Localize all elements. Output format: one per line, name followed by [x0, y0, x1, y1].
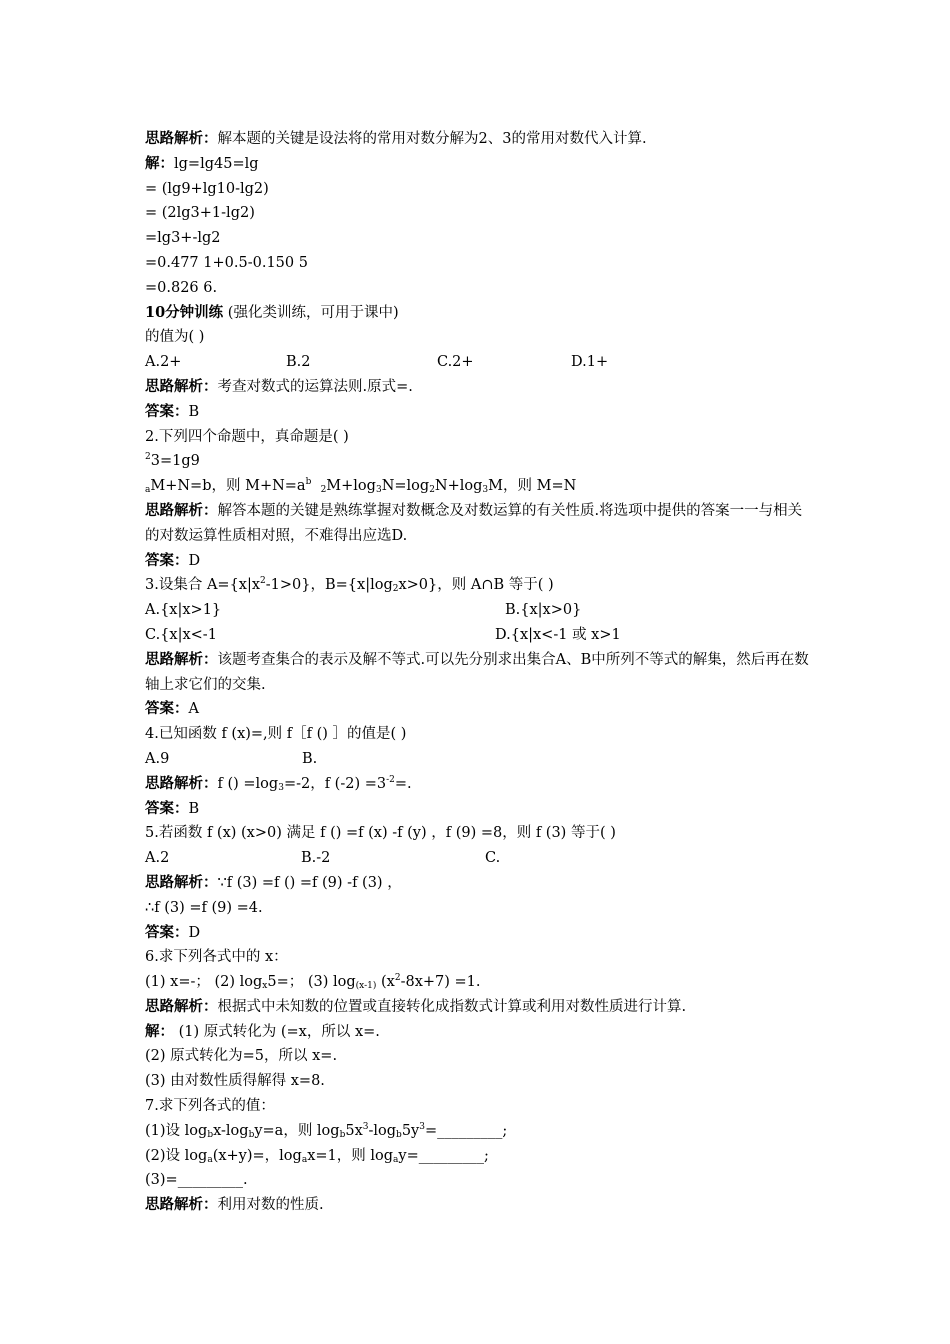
q6-parts: (1) x=-； (2) $\log_x5=$； (3) $\log_{(x-1)} (x^2-8x+7) =1$. [145, 973, 481, 992]
option-b: B.{x|x>0} [505, 602, 582, 619]
q7-part-1: (1)设 $\log_bx-\log_by=a$，则 $\log_b5x^3-\log_b5y^3=\_\_\_\_\_\_\_\_\_$; [145, 1121, 508, 1140]
solution-label: 解： [145, 154, 174, 172]
q4-options [145, 747, 815, 772]
section-note: (强化类训练，可用于课中) [223, 304, 399, 321]
q4-stem: 4.已知函数 f (x)=,则 f［f () ］的值是( ) [145, 726, 407, 743]
option-c: C.{x|x<-1 [145, 626, 217, 643]
intro-solution-line: 解：lg=lg45=lg [145, 154, 259, 172]
q3-options-row [145, 623, 815, 648]
q2-analysis: 思路解析：解答本题的关键是熟练掌握对数概念及对数运算的有关性质.将选项中提供的答案一一与相关的对数运算性质相对照，不难得出应选D. [145, 501, 803, 544]
option-a: A.9 [145, 750, 170, 767]
q6-solution: 解： (1) 原式转化为 (=x，所以 x=. [145, 1022, 380, 1040]
q2-stem: 2.下列四个命题中，真命题是( ) [145, 428, 349, 445]
option-b: B.-2 [301, 850, 331, 867]
analysis-label: 思路解析： [145, 130, 218, 147]
q6-solution: (2) 原式转化为=5，所以 x=. [145, 1048, 338, 1065]
intro-solution-line: = (2lg3+1-lg2) [145, 205, 255, 222]
option-c: C.2+ [437, 354, 474, 371]
option-a: A.2 [145, 850, 170, 867]
q7-part-3: (3)=_________. [145, 1172, 248, 1189]
q2-option-line: $_a$M+N=b，则 $M+N=a^b$ $_2M+\log_3N=\log_2N+\log_3M$，则 M=N [145, 477, 577, 496]
q1-analysis: 思路解析：考查对数式的运算法则.原式=. [145, 377, 413, 395]
option-b: B. [302, 750, 318, 767]
q5-analysis: 思路解析：∵f (3) =f () =f (9) -f (3) ， [145, 873, 402, 891]
option-a: A.2+ [145, 354, 182, 371]
q3-options-row [145, 598, 815, 623]
option-c: C. [485, 850, 501, 867]
q5-options [145, 846, 815, 871]
q1-answer: 答案：B [145, 402, 200, 420]
section-heading [145, 301, 815, 326]
q5-stem: 5.若函数 f (x) (x>0) 满足 f () =f (x) -f (y) ，f (9) =8，则 f (3) 等于( ) [145, 825, 616, 842]
intro-analysis: 思路解析：解本题的关键是设法将的常用对数分解为2、3的常用对数代入计算. [145, 130, 647, 147]
q7-analysis: 思路解析：利用对数的性质. [145, 1196, 324, 1214]
q6-analysis: 思路解析：根据式中未知数的位置或直接转化成指数式计算或利用对数性质进行计算. [145, 997, 687, 1015]
section-title: 10分钟训练 [145, 303, 224, 321]
q6-stem: 6.求下列各式中的 x： [145, 949, 288, 966]
q1-stem: 的值为( ) [145, 329, 205, 346]
q3-analysis: 思路解析：该题考查集合的表示及解不等式.可以先分别求出集合A、B中所列不等式的解集，然后再在数轴上求它们的交集. [145, 650, 809, 693]
q3-stem: 3.设集合 $A=\{x|x^2-1>0\}$，$B=\{x|\log_2x>0\}$，则 A∩B 等于( ) [145, 576, 554, 595]
q1-options [145, 350, 815, 375]
q7-stem: 7.求下列各式的值： [145, 1098, 275, 1115]
option-d: D.1+ [571, 354, 609, 371]
option-d: D.{x|x<-1 或 x>1 [495, 626, 621, 643]
q4-analysis: 思路解析：f () $=\log_3=-2$，f $(-2) =3^{-2}=$. [145, 774, 412, 793]
option-b: B.2 [286, 354, 311, 371]
q5-answer: 答案：D [145, 923, 201, 941]
intro-solution-line: =lg3+-lg2 [145, 230, 221, 247]
q2-option-line: $^2$3=1g9 [145, 452, 200, 470]
q2-answer: 答案：D [145, 551, 201, 569]
option-a: A.{x|x>1} [145, 602, 222, 619]
q7-part-2: (2)设 $\log_a(x+y)=$，$\log_ax=1$，则 $\log_ay=\_\_\_\_\_\_\_\_\_$; [145, 1147, 489, 1165]
document-page [145, 127, 815, 1218]
q5-analysis-cont: ∴f (3) =f (9) =4. [145, 899, 263, 916]
intro-solution-line: =0.826 6. [145, 279, 218, 296]
q4-answer: 答案：B [145, 799, 200, 817]
q3-answer: 答案：A [145, 700, 199, 718]
intro-solution-line: =0.477 1+0.5-0.150 5 [145, 254, 308, 271]
intro-solution-line: = (lg9+lg10-lg2) [145, 180, 269, 197]
q6-solution: (3) 由对数性质得解得 x=8. [145, 1073, 325, 1090]
